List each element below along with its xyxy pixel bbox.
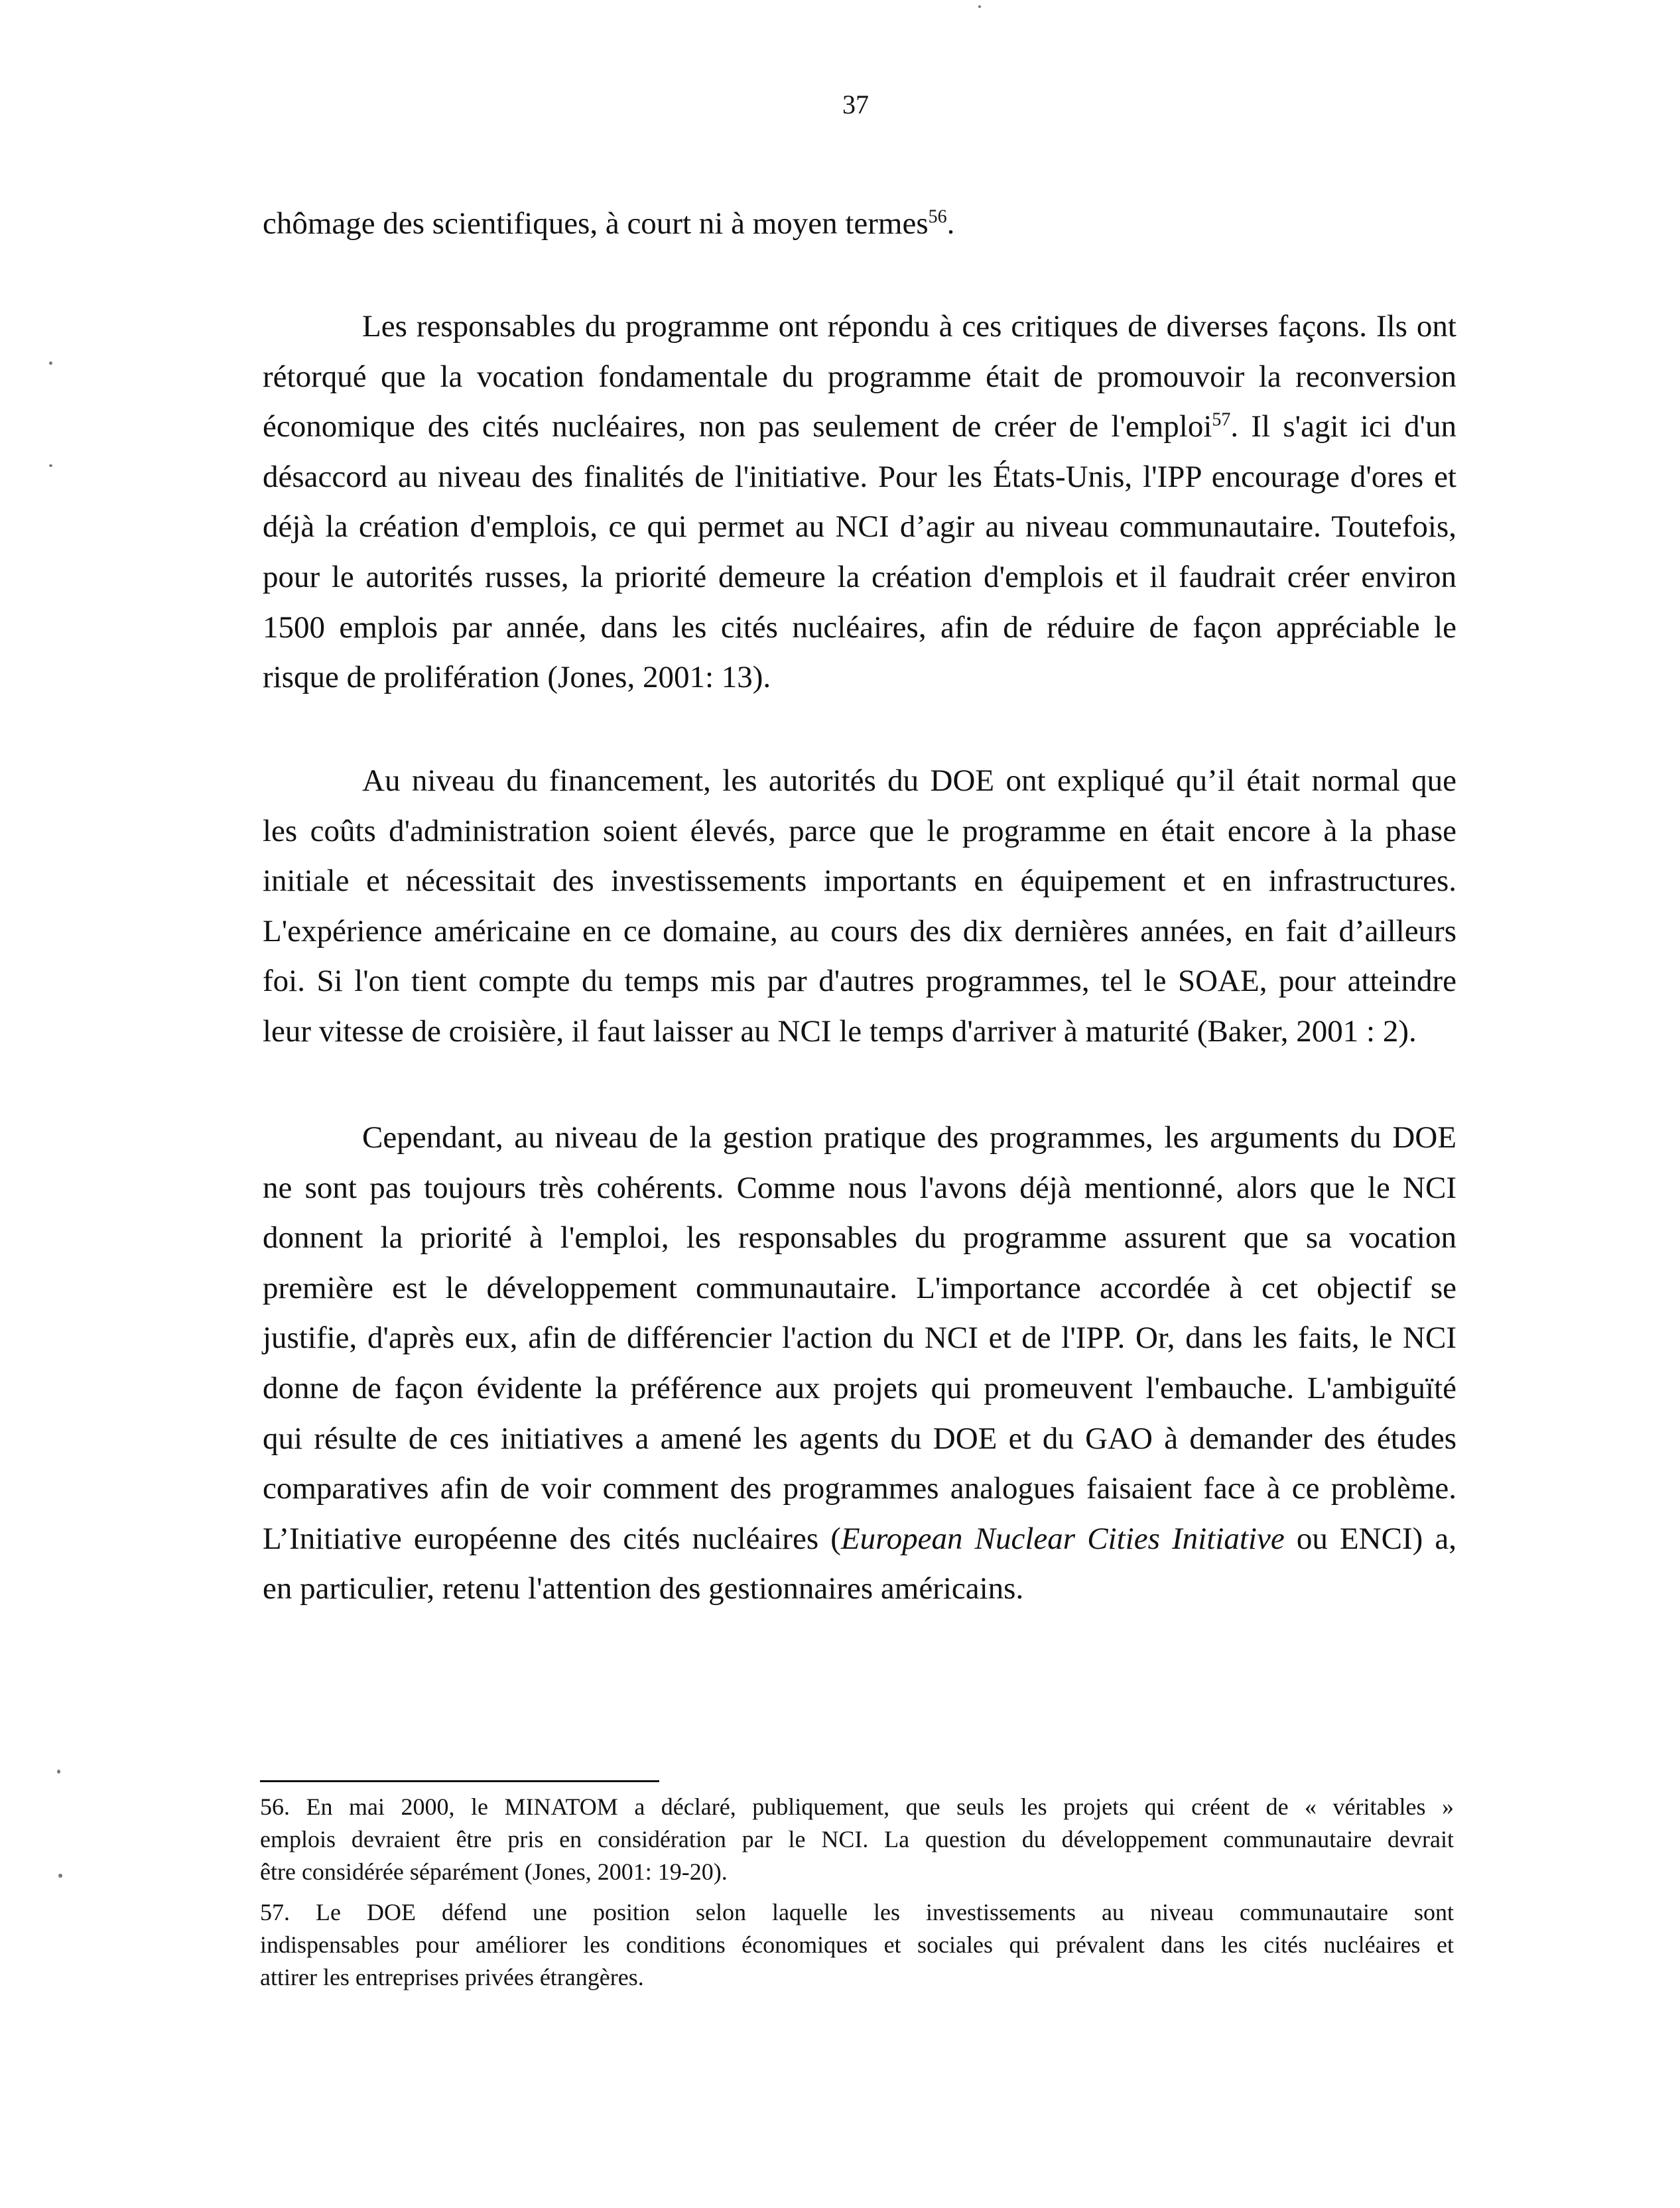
paragraph-2-line-3-text: économique des cités nucléaires, non pas seulement de créer de l'emploi <box>263 409 1212 444</box>
footnotes <box>260 1791 1454 1994</box>
footnote-56-line: emplois devraient être pris en considération par le NCI. La question du développement communautaire devrait <box>260 1826 1454 1852</box>
paragraph-1-line-1 <box>263 199 1456 249</box>
paragraph-2-line: 1500 emplois par année, dans les cités nucléaires, afin de réduire de façon appréciable le <box>263 610 1456 645</box>
paragraph-2-line: pour le autorités russes, la priorité demeure la création d'emplois et il faudrait créer environ <box>263 559 1456 594</box>
paragraph-3 <box>263 756 1456 1057</box>
paragraph-1 <box>263 199 1456 249</box>
scan-speck <box>57 1770 60 1774</box>
paragraph-4-line-9-tail: ou ENCI) a, <box>1284 1521 1456 1556</box>
paragraph-2-line <box>263 402 1456 452</box>
paragraph-3-line: leur vitesse de croisière, il faut laisser au NCI le temps d'arriver à maturité (Baker, 2001 : 2). <box>263 1013 1417 1049</box>
paragraph-4-line: donne de façon évidente la préférence aux projets qui promeuvent l'embauche. L'ambiguïté <box>263 1370 1456 1405</box>
paragraph-4-line: première est le développement communautaire. L'importance accordée à cet objectif se <box>263 1270 1456 1305</box>
scan-speck <box>58 1874 62 1878</box>
paragraph-2 <box>263 302 1456 703</box>
paragraph-4-line: qui résulte de ces initiatives a amené les agents du DOE et du GAO à demander des études <box>263 1421 1456 1456</box>
paragraph-4-line <box>263 1514 1456 1565</box>
paragraph-1-text: chômage des scientifiques, à court ni à moyen termes <box>263 206 929 241</box>
paragraph-3-line: L'expérience américaine en ce domaine, au cours des dix dernières années, en fait d’ailleurs <box>263 913 1456 948</box>
paragraph-3-line: initiale et nécessitait des investissements importants en équipement et en infrastructures. <box>263 864 1456 899</box>
paragraph-4-line: Cependant, au niveau de la gestion pratique des programmes, les arguments du DOE <box>362 1120 1456 1155</box>
paragraph-1-tail: . <box>946 206 955 241</box>
footnote-56 <box>260 1791 1454 1888</box>
footnote-gap <box>260 1888 1454 1896</box>
footnote-57-line: 57. Le DOE défend une position selon laquelle les investissements au niveau communautaire sont <box>260 1899 1454 1925</box>
paragraph-4 <box>263 1113 1456 1614</box>
paragraph-4-line: justifie, d'après eux, afin de différencier l'action du NCI et de l'IPP. Or, dans les faits, le NCI <box>263 1321 1456 1356</box>
paragraph-2-line: risque de prolifération (Jones, 2001: 13). <box>263 660 771 695</box>
footnote-ref-56[interactable]: 56 <box>928 206 947 227</box>
paragraph-2-line: Les responsables du programme ont répondu à ces critiques de diverses façons. Ils ont <box>362 309 1456 344</box>
footnote-56-line: 56. En mai 2000, le MINATOM a déclaré, publiquement, que seuls les projets qui créent de « véritables » <box>260 1793 1454 1820</box>
scan-speck <box>49 464 52 467</box>
footnote-separator <box>260 1780 659 1782</box>
footnote-57-line: indispensables pour améliorer les conditions économiques et sociales qui prévalent dans les cités nucléaires et <box>260 1931 1454 1958</box>
footnote-57 <box>260 1896 1454 1994</box>
paragraph-2-line: déjà la création d'emplois, ce qui permet au NCI d’agir au niveau communautaire. Toutefois, <box>263 509 1456 545</box>
paragraph-4-line: comparatives afin de voir comment des programmes analogues faisaient face à ce problème. <box>263 1471 1456 1506</box>
paragraph-3-line: les coûts d'administration soient élevés, parce que le programme en était encore à la phase <box>263 813 1456 848</box>
paragraph-2-line-3-tail: . Il s'agit ici d'un <box>1230 409 1456 444</box>
scan-speck <box>978 5 981 8</box>
paragraph-4-line-9-text: L’Initiative européenne des cités nucléaires ( <box>263 1521 841 1556</box>
paragraph-4-line: ne sont pas toujours très cohérents. Comme nous l'avons déjà mentionné, alors que le NCI <box>263 1170 1456 1205</box>
paragraph-2-line: désaccord au niveau des finalités de l'initiative. Pour les États-Unis, l'IPP encourage d'ores et <box>263 459 1456 494</box>
footnote-57-line: attirer les entreprises privées étrangères. <box>260 1964 644 1990</box>
paragraph-4-line: en particulier, retenu l'attention des gestionnaires américains. <box>263 1571 1024 1606</box>
scan-speck <box>49 361 52 365</box>
paragraph-2-line: rétorqué que la vocation fondamentale du programme était de promouvoir la reconversion <box>263 359 1456 394</box>
footnote-56-line: être considérée séparément (Jones, 2001: 19-20). <box>260 1858 728 1885</box>
paragraph-4-line: donnent la priorité à l'emploi, les responsables du programme assurent que sa vocation <box>263 1220 1456 1256</box>
paragraph-3-line: foi. Si l'on tient compte du temps mis par d'autres programmes, tel le SOAE, pour atteindre <box>263 964 1456 999</box>
paragraph-3-line: Au niveau du financement, les autorités du DOE ont expliqué qu’il était normal que <box>362 763 1456 798</box>
page-number: 37 <box>842 90 869 119</box>
initiative-title: European Nuclear Cities Initiative <box>840 1521 1285 1556</box>
footnote-ref-57[interactable]: 57 <box>1212 409 1231 430</box>
